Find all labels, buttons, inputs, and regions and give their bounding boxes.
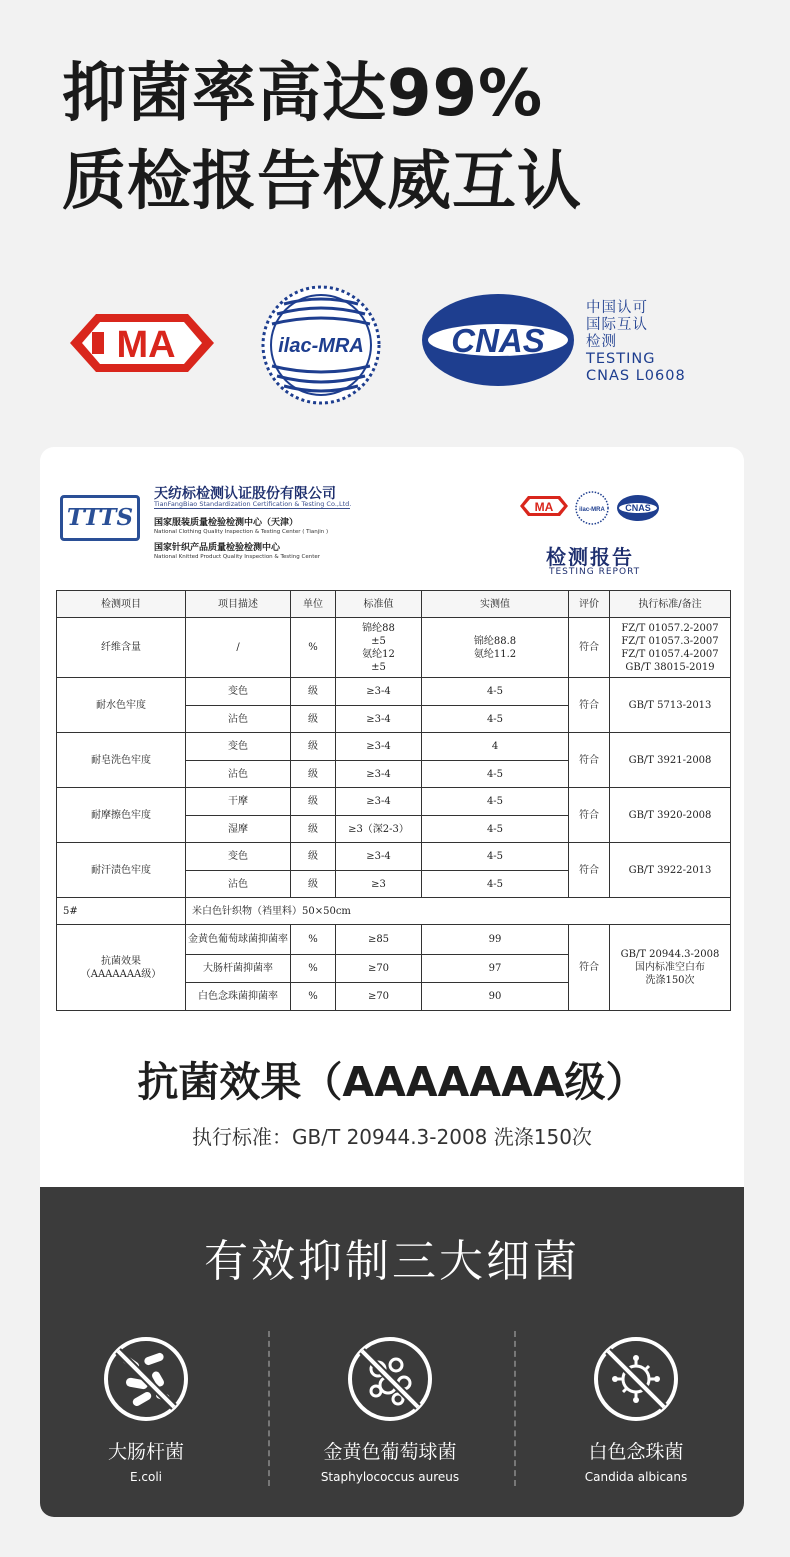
- table-cell: %: [291, 618, 336, 678]
- bacteria-item-ecoli: [66, 1335, 226, 1484]
- tts-logo: TTTS: [60, 495, 140, 541]
- cma-logo: [66, 310, 218, 376]
- cell-line: FZ/T 01057.4-2007: [621, 648, 719, 660]
- table-cell: 白色念珠菌抑菌率: [186, 983, 291, 1011]
- sample-row: [57, 898, 731, 925]
- table-cell: 干摩: [186, 788, 291, 816]
- mini-cert-logos: [520, 490, 710, 526]
- table-cell: 级: [291, 843, 336, 871]
- cnas-caption-line: 检测: [586, 334, 617, 350]
- divider: [268, 1331, 270, 1486]
- bacteria-name-cn: 大肠杆菌: [107, 1441, 184, 1463]
- divider: [514, 1331, 516, 1486]
- cnas-logo: [418, 290, 578, 390]
- table-cell: [422, 618, 569, 678]
- cell-line: 氨纶12: [362, 648, 395, 660]
- center-name-2: 国家针织产品质量检验检测中心: [154, 543, 281, 553]
- table-cell: GB/T 3920-2008: [610, 788, 731, 843]
- table-cell: [336, 618, 422, 678]
- bacteria-name-en: E.coli: [129, 1470, 162, 1484]
- bacteria-name-cn: 金黄色葡萄球菌: [323, 1441, 457, 1463]
- company-name-en: TianFangBiao Standardization Certification & Testing Co.,Ltd.: [154, 500, 352, 508]
- cell-line: FZ/T 01057.3-2007: [621, 635, 719, 647]
- table-cell: 纤维含量: [57, 618, 186, 678]
- cell-line: ±5: [371, 661, 386, 673]
- cma-text: MA: [116, 324, 176, 366]
- table-cell: /: [186, 618, 291, 678]
- cell-line: 国内标准空白布: [635, 962, 705, 973]
- center-name-1: 国家服装质量检验检测中心（天津）: [154, 518, 299, 528]
- test-results-table: [56, 590, 731, 1011]
- table-cell: [610, 618, 731, 678]
- table-cell: GB/T 3922-2013: [610, 843, 731, 898]
- table-cell: 4-5: [422, 761, 569, 788]
- header-cell: 执行标准/备注: [610, 591, 731, 618]
- report-title: 检测报告: [546, 545, 634, 569]
- cell-line: 抗菌效果: [101, 955, 141, 967]
- table-cell: ≥85: [336, 925, 422, 955]
- header-cell: 项目描述: [186, 591, 291, 618]
- table-cell: 4-5: [422, 843, 569, 871]
- table-cell: ≥3-4: [336, 678, 422, 706]
- certification-logos: [0, 280, 790, 400]
- ilac-text: ilac-MRA: [278, 335, 364, 357]
- bacteria-name-en: Candida albicans: [584, 1470, 688, 1484]
- header-cell: 实测值: [422, 591, 569, 618]
- cell-line: GB/T 38015-2019: [625, 661, 715, 673]
- mini-cnas-text: CNAS: [625, 503, 651, 513]
- effect-standard: 执行标准：GB/T 20944.3-2008 洗涤150次: [192, 1125, 592, 1149]
- table-cell: 符合: [569, 678, 610, 733]
- table-cell: 4-5: [422, 706, 569, 733]
- effect-title: 抗菌效果（AAAAAAA级）: [137, 1058, 647, 1106]
- headline-line-2: 质检报告权威互认: [62, 145, 582, 219]
- table-row: [57, 925, 731, 955]
- table-cell: GB/T 5713-2013: [610, 678, 731, 733]
- cnas-caption: [586, 300, 686, 385]
- report-subtitle: TESTING REPORT: [549, 567, 641, 577]
- cell-line: （AAAAAAA级）: [80, 968, 162, 980]
- table-cell: 4-5: [422, 788, 569, 816]
- table-cell: 级: [291, 871, 336, 898]
- cnas-caption-line: 国际互认: [586, 317, 648, 333]
- bacteria-name-en: Staphylococcus aureus: [320, 1470, 460, 1484]
- center-name-1-en: National Clothing Quality Inspection & Testing Center ( Tianjin ): [154, 529, 329, 535]
- cell-line: 锦纶88: [362, 622, 395, 634]
- table-cell: 符合: [569, 925, 610, 1011]
- mini-cma-text: MA: [534, 500, 554, 514]
- bacteria-item-candida: [556, 1335, 716, 1484]
- table-cell: ≥70: [336, 955, 422, 983]
- table-cell: 级: [291, 816, 336, 843]
- table-cell: 97: [422, 955, 569, 983]
- table-cell: 级: [291, 788, 336, 816]
- table-cell: ≥70: [336, 983, 422, 1011]
- bacteria-name-cn: 白色念珠菌: [588, 1441, 684, 1463]
- coccus-bacteria-icon: [346, 1335, 434, 1423]
- table-cell: 级: [291, 733, 336, 761]
- table-cell: 级: [291, 761, 336, 788]
- table-cell: 4-5: [422, 678, 569, 706]
- center-name-2-en: National Knitted Product Quality Inspection & Testing Center: [154, 554, 321, 560]
- table-cell: 沾色: [186, 706, 291, 733]
- table-cell: ≥3（深2-3）: [336, 816, 422, 843]
- table-cell: %: [291, 955, 336, 983]
- table-cell: ≥3-4: [336, 761, 422, 788]
- table-cell: 沾色: [186, 871, 291, 898]
- divider: [154, 508, 350, 509]
- bacteria-panel-title: 有效抑制三大细菌: [204, 1236, 580, 1287]
- table-cell: 耐水色牢度: [57, 678, 186, 733]
- table-cell: ≥3: [336, 871, 422, 898]
- report-card: [40, 447, 744, 1517]
- table-header-row: [57, 591, 731, 618]
- cnas-caption-line: TESTING: [586, 351, 656, 367]
- bacteria-item-staphylococcus: [310, 1335, 470, 1484]
- table-cell: 4-5: [422, 816, 569, 843]
- cell-line: FZ/T 01057.2-2007: [621, 622, 719, 634]
- header-cell: 单位: [291, 591, 336, 618]
- table-cell: %: [291, 983, 336, 1011]
- table-cell: ≥3-4: [336, 843, 422, 871]
- bacteria-panel: [40, 1187, 744, 1517]
- table-cell: [57, 925, 186, 1011]
- table-cell: 4-5: [422, 871, 569, 898]
- table-row: [57, 788, 731, 816]
- table-cell: 耐摩擦色牢度: [57, 788, 186, 843]
- testing-report: [40, 447, 744, 1017]
- table-row: [57, 618, 731, 678]
- virus-bacteria-icon: [592, 1335, 680, 1423]
- table-cell: 符合: [569, 618, 610, 678]
- table-cell: 大肠杆菌抑菌率: [186, 955, 291, 983]
- headline-line-1: 抑菌率高达99%: [62, 57, 544, 131]
- table-cell: ≥3-4: [336, 706, 422, 733]
- table-row: [57, 843, 731, 871]
- table-cell: 变色: [186, 843, 291, 871]
- cnas-text: CNAS: [451, 322, 545, 359]
- cell-line: GB/T 20944.3-2008: [620, 949, 720, 960]
- table-cell: 级: [291, 678, 336, 706]
- table-cell: %: [291, 925, 336, 955]
- table-cell: ≥3-4: [336, 733, 422, 761]
- table-row: [57, 733, 731, 761]
- table-cell: 湿摩: [186, 816, 291, 843]
- table-cell: 90: [422, 983, 569, 1011]
- sample-description: 米白色针织物（裆里料）50×50cm: [186, 898, 731, 925]
- table-cell: 符合: [569, 843, 610, 898]
- cnas-caption-line: CNAS L0608: [586, 368, 686, 384]
- rod-bacteria-icon: [102, 1335, 190, 1423]
- mini-ilac-text: ilac-MRA: [579, 507, 605, 513]
- table-cell: 金黄色葡萄球菌抑菌率: [186, 925, 291, 955]
- header-cell: 检测项目: [57, 591, 186, 618]
- cell-line: 氨纶11.2: [473, 648, 517, 660]
- table-row: [57, 678, 731, 706]
- cell-line: 洗涤150次: [645, 975, 695, 986]
- table-cell: 耐汗渍色牢度: [57, 843, 186, 898]
- sample-number: 5#: [57, 898, 186, 925]
- table-cell: [610, 925, 731, 1011]
- table-cell: 级: [291, 706, 336, 733]
- table-cell: 变色: [186, 733, 291, 761]
- table-cell: 符合: [569, 788, 610, 843]
- cnas-caption-line: 中国认可: [586, 300, 648, 316]
- table-cell: 99: [422, 925, 569, 955]
- table-cell: ≥3-4: [336, 788, 422, 816]
- header-cell: 标准值: [336, 591, 422, 618]
- table-cell: 变色: [186, 678, 291, 706]
- table-cell: GB/T 3921-2008: [610, 733, 731, 788]
- cell-line: ±5: [371, 635, 386, 647]
- ilac-mra-logo: [252, 284, 390, 406]
- table-cell: 耐皂洗色牢度: [57, 733, 186, 788]
- table-cell: 符合: [569, 733, 610, 788]
- table-cell: 4: [422, 733, 569, 761]
- table-cell: 沾色: [186, 761, 291, 788]
- cell-line: 锦纶88.8: [473, 635, 517, 647]
- company-name: 天纺标检测认证股份有限公司: [154, 486, 336, 502]
- header-cell: 评价: [569, 591, 610, 618]
